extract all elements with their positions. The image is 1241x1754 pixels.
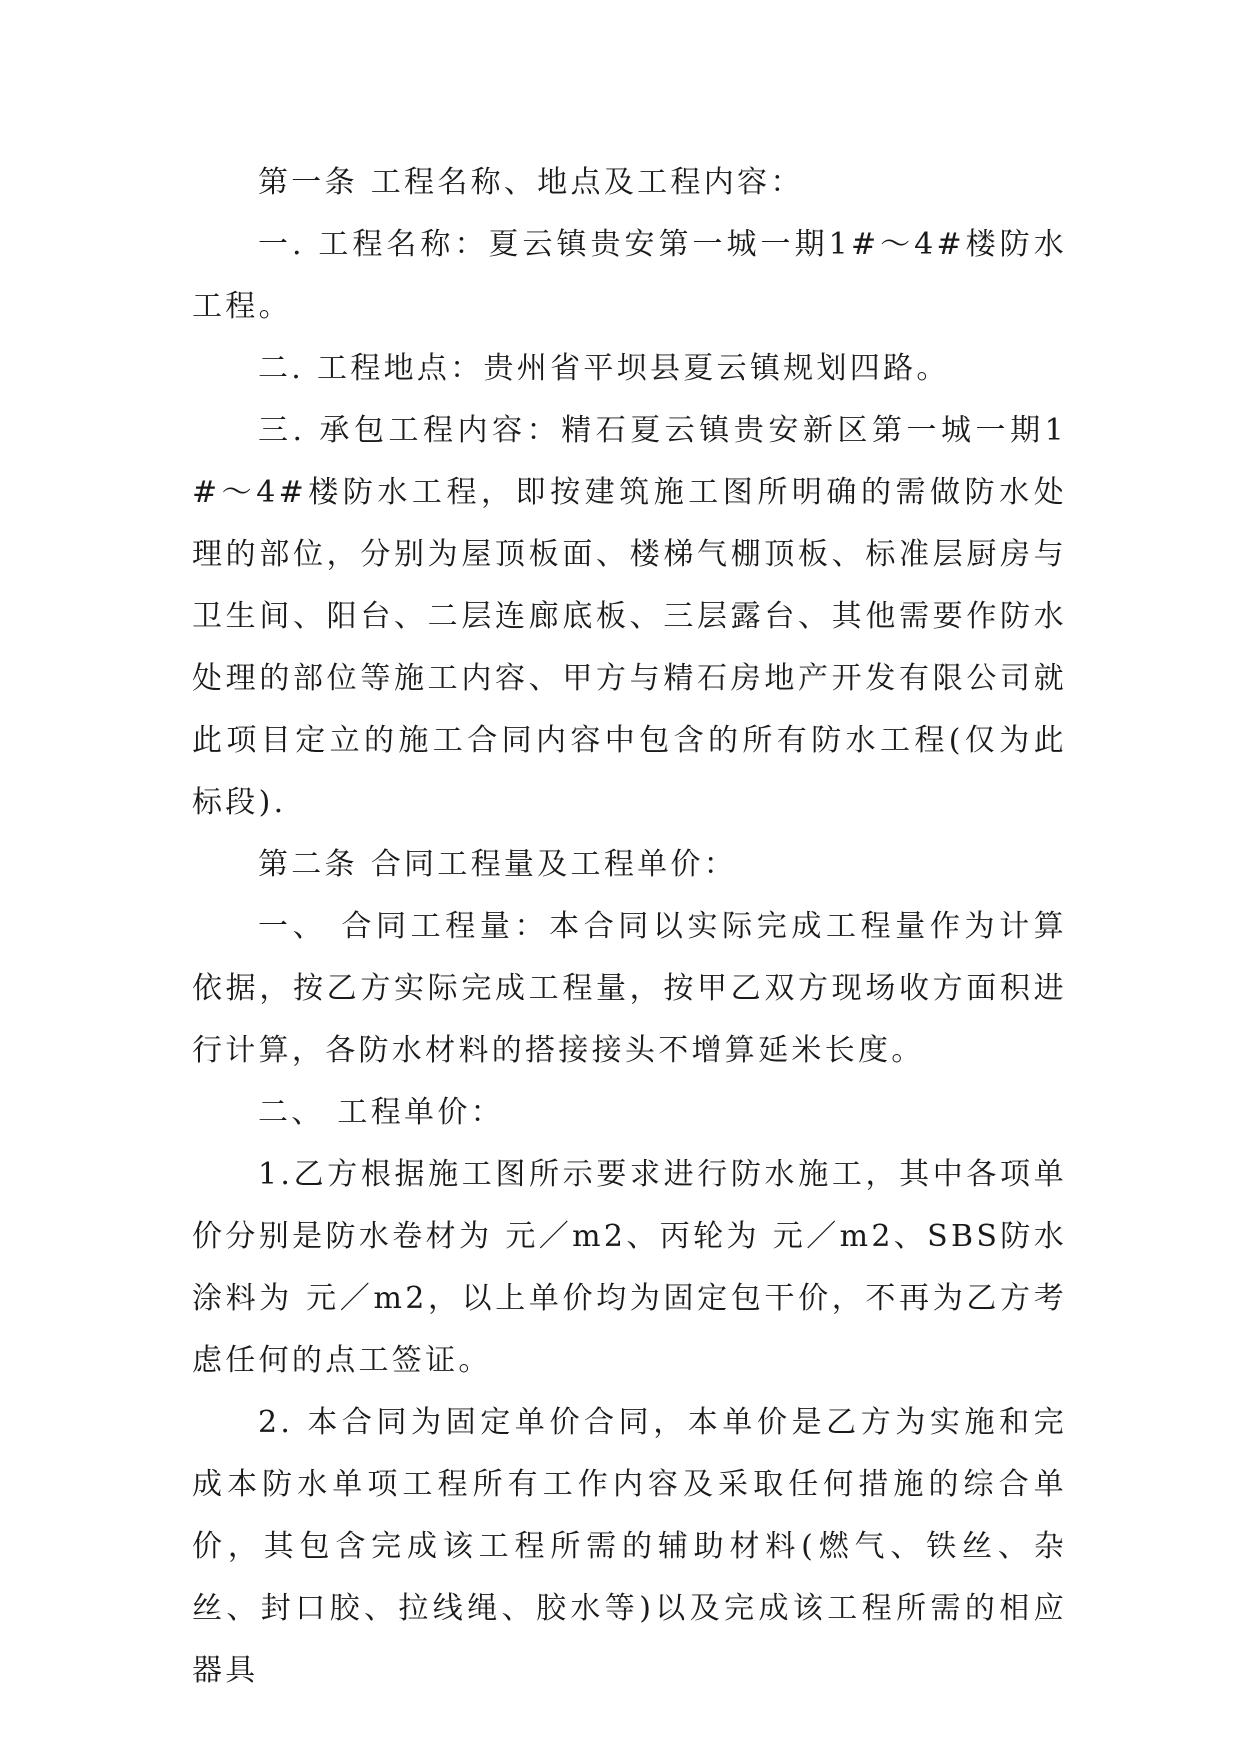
contract-quantity-paragraph: 一、 合同工程量：本合同以实际完成工程量作为计算依据，按乙方实际完成工程量，按甲乙双方现场收方面积进行计算，各防水材料的搭接接头不增算延米长度。 — [192, 909, 1067, 1068]
project-location-paragraph: 二. 工程地点：贵州省平坝县夏云镇规划四路。 — [258, 351, 950, 386]
document-body — [192, 152, 1067, 1702]
unit-price-item-2: 2. 本合同为固定单价合同，本单价是乙方为实施和完成本防水单项工程所有工作内容及采取任何措施的综合单价，其包含完成该工程所需的辅助材料(燃气、铁丝、杂丝、封口胶、拉线绳、胶水等)以及完成该工程所需的相应器具 — [192, 1405, 1067, 1688]
unit-price-heading: 二、 工程单价： — [258, 1095, 504, 1130]
article-2-heading: 第二条 合同工程量及工程单价： — [258, 847, 738, 882]
contract-scope-paragraph: 三. 承包工程内容：精石夏云镇贵安新区第一城一期1#～4#楼防水工程，即按建筑施工图所明确的需做防水处理的部位，分别为屋顶板面、楼梯气棚顶板、标准层厨房与卫生间、阳台、二层连廊底板、三层露台、其他需要作防水处理的部位等施工内容、甲方与精石房地产开发有限公司就此项目定立的施工合同内容中包含的所有防水工程(仅为此标段). — [192, 413, 1067, 820]
project-name-paragraph: 一. 工程名称：夏云镇贵安第一城一期1#～4#楼防水工程。 — [192, 227, 1067, 324]
article-1-heading: 第一条 工程名称、地点及工程内容： — [258, 165, 804, 200]
unit-price-item-1: 1.乙方根据施工图所示要求进行防水施工，其中各项单价分别是防水卷材为 元／m2、丙轮为 元／m2、SBS防水涂料为 元／m2，以上单价均为固定包干价，不再为乙方考虑任何的点工签证。 — [192, 1157, 1067, 1378]
